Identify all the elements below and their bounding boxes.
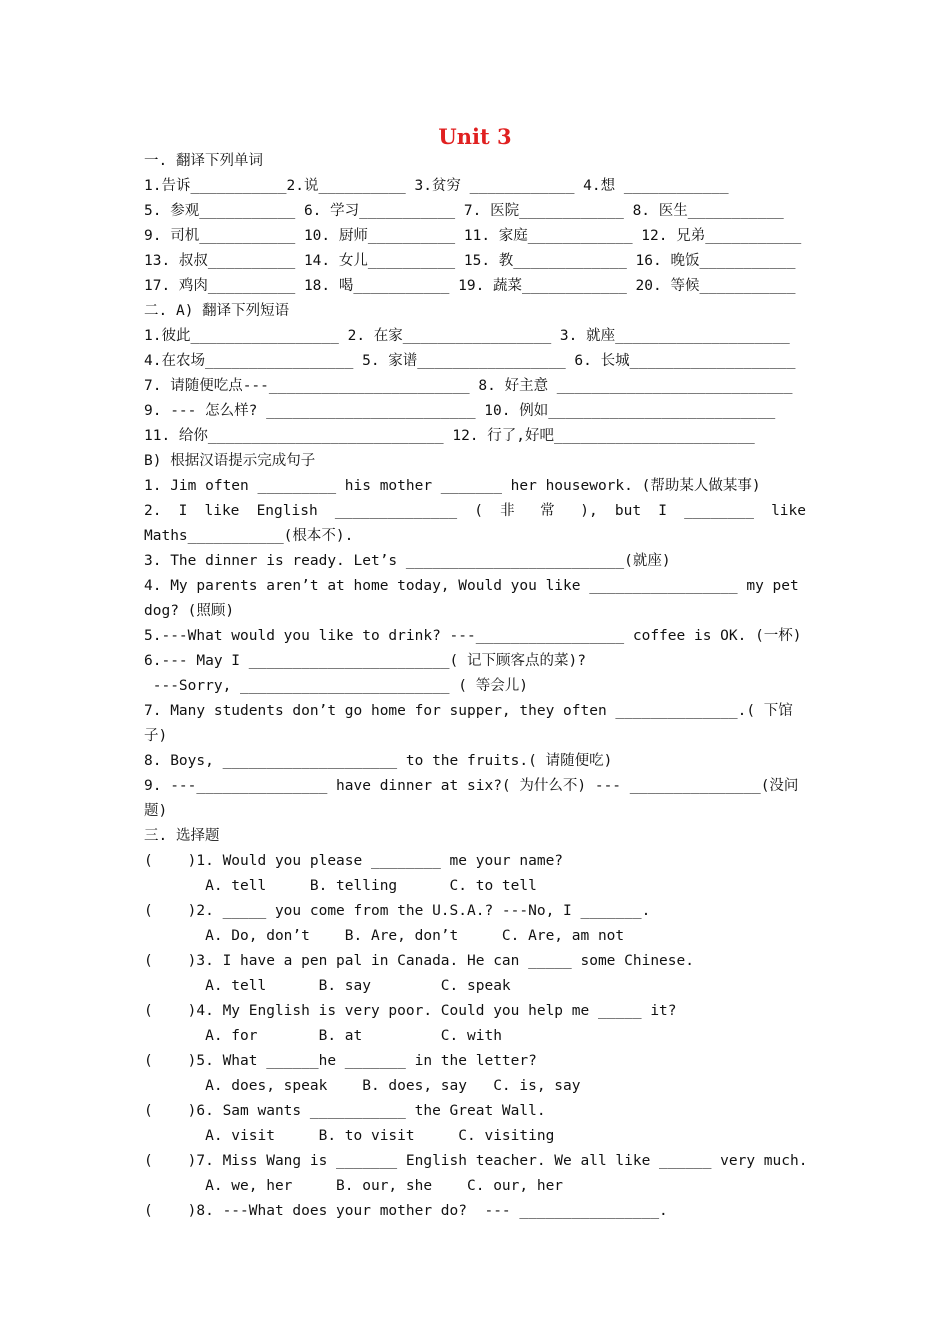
text-line: 4. My parents aren’t at home today, Would you like _________________ my pet [144, 578, 799, 594]
page-title: Unit 3 [438, 124, 512, 149]
section-heading: 三. 选择题 [144, 828, 220, 844]
question-line: ( )4. My English is very poor. Could you help me _____ it? [144, 1003, 677, 1019]
section-heading: 一. 翻译下列单词 [144, 153, 263, 169]
text-line: 7. 请随便吃点---_______________________ 8. 好主意 ___________________________ [144, 378, 793, 394]
text-line: 7. Many students don’t go home for supper, they often ______________.( 下馆 [144, 703, 793, 719]
text-line: dog? (照顾) [144, 603, 235, 619]
text-line: 11. 给你___________________________ 12. 行了,好吧_______________________ [144, 428, 755, 444]
options-line: A. we, her B. our, she C. our, her [144, 1178, 564, 1194]
options-line: A. tell B. say C. speak [144, 978, 511, 994]
text-line: 1. Jim often _________ his mother _______ her housework. (帮助某人做某事) [144, 478, 761, 494]
options-line: A. visit B. to visit C. visiting [144, 1128, 555, 1144]
text-line: 9. 司机___________ 10. 厨师__________ 11. 家庭____________ 12. 兄弟___________ [144, 228, 802, 244]
text-line: 题) [144, 803, 168, 819]
question-line: ( )5. What ______he _______ in the letter? [144, 1053, 537, 1069]
question-line: ( )1. Would you please ________ me your name? [144, 853, 564, 869]
question-line: ( )6. Sam wants ___________ the Great Wall. [144, 1103, 546, 1119]
text-line: ---Sorry, ________________________ ( 等会儿) [144, 678, 528, 694]
section-heading: 二. A) 翻译下列短语 [144, 303, 290, 319]
text-line: 4.在农场_________________ 5. 家谱_________________ 6. 长城___________________ [144, 353, 796, 369]
question-line: ( )8. ---What does your mother do? --- ________________. [144, 1203, 668, 1219]
text-line: 3. The dinner is ready. Let’s _________________________(就座) [144, 553, 671, 569]
text-line: 9. --- 怎么样? ________________________ 10. 例如__________________________ [144, 403, 776, 419]
question-line: ( )2. _____ you come from the U.S.A.? ---No, I _______. [144, 903, 651, 919]
text-line: 5. 参观___________ 6. 学习___________ 7. 医院____________ 8. 医生___________ [144, 203, 784, 219]
options-line: A. does, speak B. does, say C. is, say [144, 1078, 581, 1094]
text-line: 2. I like English ______________ ( 非 常 ), but I ________ like [144, 503, 806, 519]
text-line: 1.彼此_________________ 2. 在家_________________ 3. 就座____________________ [144, 328, 790, 344]
text-line: 6.--- May I _______________________( 记下顾客点的菜)? [144, 653, 586, 669]
text-line: 9. ---_______________ have dinner at six?( 为什么不) --- _______________(没问 [144, 778, 799, 794]
options-line: A. tell B. telling C. to tell [144, 878, 537, 894]
options-line: A. for B. at C. with [144, 1028, 502, 1044]
text-line: 5.---What would you like to drink? ---_________________ coffee is OK. (一杯) [144, 628, 802, 644]
text-line: 8. Boys, ____________________ to the fruits.( 请随便吃) [144, 753, 613, 769]
text-line: 1.告诉___________2.说__________ 3.贫穷 ____________ 4.想 ____________ [144, 178, 729, 194]
text-line: 17. 鸡肉__________ 18. 喝___________ 19. 蔬菜____________ 20. 等候___________ [144, 278, 796, 294]
section-heading: B) 根据汉语提示完成句子 [144, 453, 316, 469]
text-line: 13. 叔叔__________ 14. 女儿__________ 15. 教_____________ 16. 晚饭___________ [144, 253, 796, 269]
text-line: Maths___________(根本不). [144, 528, 354, 544]
text-line: 子) [144, 728, 168, 744]
options-line: A. Do, don’t B. Are, don’t C. Are, am not [144, 928, 625, 944]
question-line: ( )3. I have a pen pal in Canada. He can _____ some Chinese. [144, 953, 694, 969]
question-line: ( )7. Miss Wang is _______ English teacher. We all like ______ very much. [144, 1153, 808, 1169]
